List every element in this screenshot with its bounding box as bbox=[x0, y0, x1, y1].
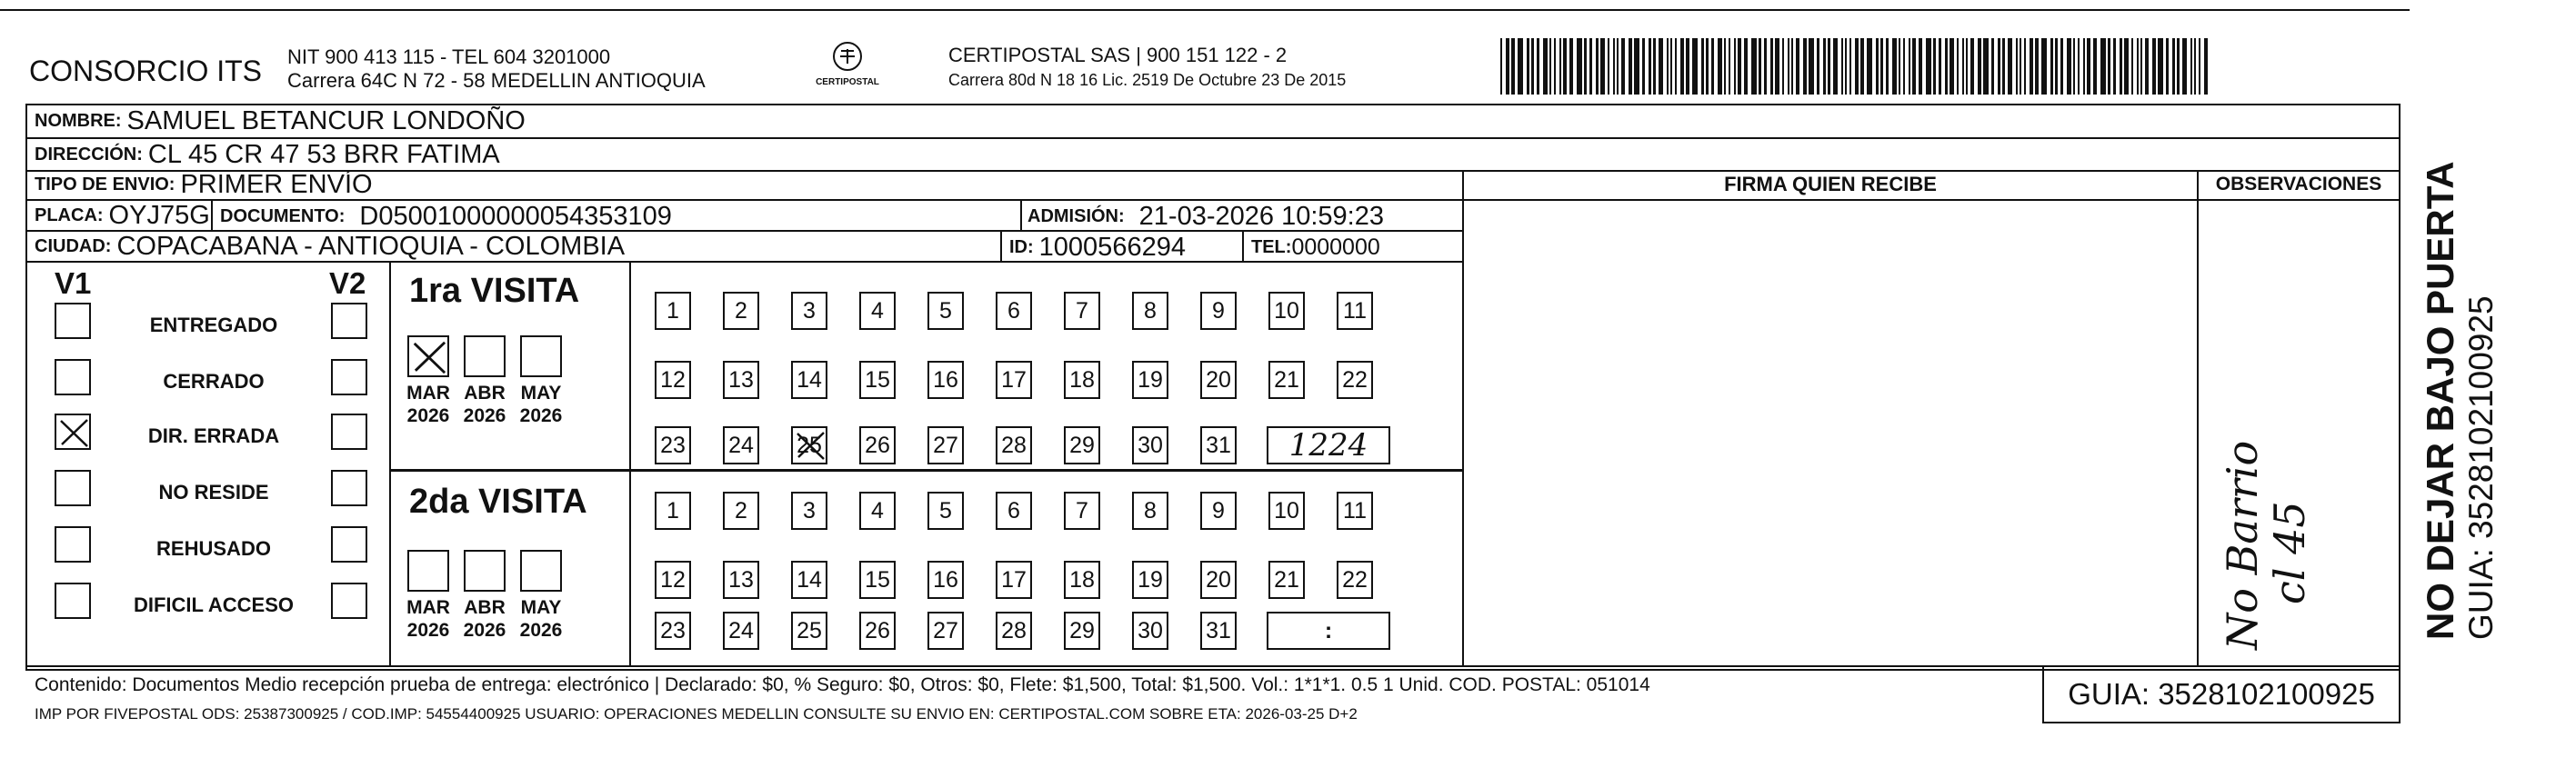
day-box[interactable]: 11 bbox=[1337, 492, 1373, 530]
day-box[interactable]: 19 bbox=[1132, 361, 1168, 399]
v2-checkbox[interactable] bbox=[331, 470, 367, 506]
admision-field bbox=[1027, 201, 1384, 232]
barcode-bar bbox=[1892, 38, 1897, 95]
side-guia: GUIA: 3528102100925 bbox=[2462, 295, 2500, 640]
barcode-bar bbox=[2172, 38, 2175, 95]
barcode-bar bbox=[2087, 38, 2090, 95]
side-no-dejar: NO DEJAR BAJO PUERTA bbox=[2419, 161, 2461, 640]
footer-guia-box bbox=[2042, 665, 2401, 723]
day-box[interactable]: 31 bbox=[1200, 426, 1237, 464]
year-label: 2026 bbox=[463, 405, 506, 426]
barcode-bar bbox=[2137, 38, 2139, 95]
barcode-bar bbox=[1724, 38, 1726, 95]
year-label: 2026 bbox=[519, 405, 563, 426]
month-label: MAR bbox=[406, 597, 450, 618]
admision-divider bbox=[1020, 201, 1022, 232]
day-box[interactable]: 6 bbox=[996, 292, 1032, 330]
day-box[interactable]: 2 bbox=[723, 492, 759, 530]
barcode-bar bbox=[1531, 38, 1534, 95]
time-box[interactable]: : bbox=[1267, 612, 1390, 650]
direccion-label: DIRECCIÓN: bbox=[35, 144, 143, 165]
day-box[interactable]: 23 bbox=[655, 426, 691, 464]
barcode-bar bbox=[2073, 38, 2075, 95]
barcode-bar bbox=[1629, 38, 1632, 95]
day-box[interactable]: 17 bbox=[996, 361, 1032, 399]
barcode-bar bbox=[1939, 38, 1941, 95]
day-box[interactable]: 30 bbox=[1132, 612, 1168, 650]
footer-line2: IMP POR FIVEPOSTAL ODS: 25387300925 / COD.IMP: 54554400925 USUARIO: OPERACIONES MEDELLIN CONSULTE SU ENVIO EN: CERTIPOSTAL.COM SOBRE ETA: 2026-03-25 D+2 bbox=[35, 705, 1358, 723]
v2-checkbox[interactable] bbox=[331, 583, 367, 619]
documento-label: DOCUMENTO: bbox=[220, 205, 346, 226]
barcode-bar bbox=[2120, 38, 2122, 95]
barcode-bar bbox=[1634, 38, 1639, 95]
barcode-bar bbox=[2166, 38, 2169, 95]
barcode-bar bbox=[1909, 38, 1910, 95]
v2-checkbox[interactable] bbox=[331, 414, 367, 450]
barcode-bar bbox=[1823, 38, 1826, 95]
ciudad-label: CIUDAD: bbox=[35, 235, 112, 256]
nombre-value: SAMUEL BETANCUR LONDOÑO bbox=[126, 106, 526, 135]
barcode-bar bbox=[2124, 38, 2129, 95]
day-box[interactable]: 6 bbox=[996, 492, 1032, 530]
day-box[interactable]: 29 bbox=[1064, 426, 1100, 464]
day-box[interactable]: 5 bbox=[927, 292, 964, 330]
observaciones-label: OBSERVACIONES bbox=[2215, 174, 2382, 194]
firma-header bbox=[1464, 170, 2197, 201]
barcode-bar bbox=[2131, 38, 2133, 95]
barcode-bar bbox=[1686, 38, 1689, 95]
day-box[interactable]: 7 bbox=[1064, 292, 1100, 330]
v1-checkbox[interactable] bbox=[55, 583, 91, 619]
barcode-bar bbox=[1957, 38, 1959, 95]
day-box[interactable]: 4 bbox=[859, 292, 896, 330]
barcode-bar bbox=[1998, 38, 2000, 95]
barcode-bar bbox=[2050, 38, 2053, 95]
day-box[interactable]: 29 bbox=[1064, 612, 1100, 650]
day-box[interactable]: 25 bbox=[791, 426, 827, 464]
day-box[interactable]: 27 bbox=[927, 612, 964, 650]
tipo-row bbox=[27, 170, 1464, 201]
barcode-bar bbox=[1809, 38, 1814, 95]
day-box[interactable]: 22 bbox=[1337, 561, 1373, 599]
month-checkbox[interactable] bbox=[520, 335, 562, 377]
barcode-bar bbox=[2024, 38, 2026, 95]
tel-value: 0000000 bbox=[1291, 234, 1380, 260]
obs-header bbox=[2199, 170, 2399, 201]
barcode-bar bbox=[2177, 38, 2180, 95]
day-box[interactable]: 9 bbox=[1200, 292, 1237, 330]
barcode-bar bbox=[2158, 38, 2163, 95]
month-label: ABR bbox=[464, 597, 506, 618]
barcode-bar bbox=[1817, 38, 1819, 95]
barcode-bar bbox=[1886, 38, 1889, 95]
status-label: NO RESIDE bbox=[158, 481, 269, 504]
certipostal-line1: CERTIPOSTAL SAS | 900 151 122 - 2 bbox=[948, 44, 1288, 66]
barcode-bar bbox=[1559, 38, 1561, 95]
month-label: MAY bbox=[520, 597, 562, 618]
barcode-bar bbox=[1912, 38, 1916, 95]
barcode-bar bbox=[1860, 38, 1864, 95]
barcode-bar bbox=[1803, 38, 1807, 95]
barcode-bar bbox=[2067, 38, 2071, 95]
firma-label: FIRMA QUIEN RECIBE bbox=[1724, 173, 1937, 195]
barcode-bar bbox=[1621, 38, 1625, 95]
barcode-bar bbox=[1706, 38, 1709, 95]
barcode-bar bbox=[1613, 38, 1615, 95]
year-label: 2026 bbox=[519, 620, 563, 641]
visit1-days bbox=[631, 263, 1464, 472]
barcode-bar bbox=[1675, 38, 1677, 95]
barcode-bar bbox=[2140, 38, 2142, 95]
barcode-bar bbox=[1845, 38, 1847, 95]
year-label: 2026 bbox=[463, 620, 506, 641]
barcode-bar bbox=[1855, 38, 1859, 95]
barcode-bar bbox=[1899, 38, 1900, 95]
month-label: ABR bbox=[464, 383, 506, 404]
barcode-bar bbox=[1518, 38, 1523, 95]
barcode-bar bbox=[1991, 38, 1994, 95]
day-box[interactable]: 12 bbox=[655, 561, 691, 599]
day-box[interactable]: 3 bbox=[791, 292, 827, 330]
admision-label: ADMISIÓN: bbox=[1027, 205, 1125, 226]
barcode-bar bbox=[1554, 38, 1556, 95]
day-box[interactable]: 5 bbox=[927, 492, 964, 530]
footer-guia: GUIA: 3528102100925 bbox=[2068, 677, 2375, 711]
barcode-bar bbox=[1649, 38, 1651, 95]
direccion-row bbox=[27, 139, 2399, 172]
day-box[interactable]: 8 bbox=[1132, 292, 1168, 330]
check-x-icon bbox=[409, 337, 451, 379]
tipo-label: TIPO DE ENVIO: bbox=[35, 174, 175, 194]
day-box[interactable]: 10 bbox=[1268, 492, 1305, 530]
day-box[interactable]: 17 bbox=[996, 561, 1032, 599]
barcode-bar bbox=[2199, 38, 2200, 95]
barcode-bar bbox=[2093, 38, 2097, 95]
day-box[interactable]: 26 bbox=[859, 426, 896, 464]
barcode bbox=[1500, 38, 2228, 95]
day-box[interactable]: 28 bbox=[996, 612, 1032, 650]
placa-divider bbox=[211, 201, 213, 232]
month-checkbox[interactable] bbox=[407, 550, 449, 592]
barcode-bar bbox=[1880, 38, 1883, 95]
day-box[interactable]: 28 bbox=[996, 426, 1032, 464]
barcode-bar bbox=[1759, 38, 1761, 95]
day-box[interactable]: 24 bbox=[723, 426, 759, 464]
day-box[interactable]: 27 bbox=[927, 426, 964, 464]
v1-checkbox[interactable] bbox=[55, 470, 91, 506]
day-box[interactable]: 23 bbox=[655, 612, 691, 650]
visit1-title: 1ra VISITA bbox=[409, 272, 580, 310]
barcode-bar bbox=[1876, 38, 1879, 95]
barcode-bar bbox=[2100, 38, 2106, 95]
company-address: Carrera 64C N 72 - 58 MEDELLIN ANTIOQUIA bbox=[287, 69, 706, 92]
day-box[interactable]: 13 bbox=[723, 361, 759, 399]
day-box[interactable]: 10 bbox=[1268, 292, 1305, 330]
day-box[interactable]: 4 bbox=[859, 492, 896, 530]
barcode-bar bbox=[1945, 38, 1948, 95]
status-label: DIFICIL ACCESO bbox=[133, 593, 294, 616]
status-label: REHUSADO bbox=[156, 537, 271, 560]
barcode-bar bbox=[1751, 38, 1757, 95]
barcode-bar bbox=[2078, 38, 2080, 95]
observaciones-handwritten bbox=[2219, 441, 2313, 650]
direccion-value: CL 45 CR 47 53 BRR FATIMA bbox=[147, 139, 500, 169]
barcode-bar bbox=[1549, 38, 1551, 95]
barcode-bar bbox=[2152, 38, 2156, 95]
day-box[interactable]: 1 bbox=[655, 292, 691, 330]
barcode-bar bbox=[2055, 38, 2058, 95]
barcode-bar bbox=[1500, 38, 1502, 95]
barcode-bar bbox=[1791, 38, 1793, 95]
day-box[interactable]: 15 bbox=[859, 361, 896, 399]
barcode-bar bbox=[1543, 38, 1548, 95]
footer-line1: Contenido: Documentos Medio recepción prueba de entrega: electrónico | Declarado: $0, % Seguro: $0, Otros: $0, Flete: $1,500, Total: $1,500. Vol.: 1*1*1. 0.5 1 Unid. COD. POSTAL: 051014 bbox=[35, 674, 1650, 695]
barcode-bar bbox=[1978, 38, 1981, 95]
status-label: ENTREGADO bbox=[149, 314, 278, 336]
barcode-bar bbox=[1950, 38, 1954, 95]
barcode-bar bbox=[2016, 38, 2018, 95]
barcode-bar bbox=[1718, 38, 1722, 95]
barcode-bar bbox=[1667, 38, 1669, 95]
barcode-bar bbox=[2145, 38, 2149, 95]
barcode-bar bbox=[2020, 38, 2021, 95]
barcode-bar bbox=[1734, 38, 1736, 95]
visit1-section bbox=[391, 263, 631, 472]
day-box[interactable]: 1 bbox=[655, 492, 691, 530]
barcode-bar bbox=[1926, 38, 1931, 95]
v2-checkbox[interactable] bbox=[331, 359, 367, 395]
tel-field bbox=[1244, 232, 1380, 263]
top-edge-line bbox=[0, 9, 2410, 11]
barcode-bar bbox=[1867, 38, 1872, 95]
day-box[interactable]: 18 bbox=[1064, 361, 1100, 399]
barcode-bar bbox=[1563, 38, 1567, 95]
v1-label: V1 bbox=[55, 266, 92, 300]
barcode-bar bbox=[2083, 38, 2085, 95]
barcode-bar bbox=[1617, 38, 1619, 95]
v2-checkbox[interactable] bbox=[331, 303, 367, 339]
placa-value: OYJ75G bbox=[108, 200, 210, 230]
day-box[interactable]: 21 bbox=[1268, 561, 1305, 599]
barcode-bar bbox=[1903, 38, 1905, 95]
status-label: DIR. ERRADA bbox=[147, 424, 280, 447]
visit2-section bbox=[391, 472, 631, 667]
id-field bbox=[1002, 232, 1186, 263]
barcode-bar bbox=[2002, 38, 2005, 95]
barcode-bar bbox=[2182, 38, 2187, 95]
company-nit: NIT 900 413 115 - TEL 604 3201000 bbox=[287, 45, 611, 68]
barcode-bar bbox=[1828, 38, 1830, 95]
day-box[interactable]: 30 bbox=[1132, 426, 1168, 464]
barcode-bar bbox=[1738, 38, 1741, 95]
barcode-bar bbox=[1983, 38, 1989, 95]
day-box[interactable]: 21 bbox=[1268, 361, 1305, 399]
barcode-bar bbox=[1796, 38, 1799, 95]
barcode-bar bbox=[1729, 38, 1730, 95]
day-box[interactable]: 8 bbox=[1132, 492, 1168, 530]
barcode-bar bbox=[2113, 38, 2116, 95]
barcode-bar bbox=[1788, 38, 1789, 95]
company-name: CONSORCIO ITS bbox=[29, 55, 263, 87]
certipostal-logo bbox=[811, 40, 884, 88]
barcode-bar bbox=[1680, 38, 1684, 95]
id-value: 1000566294 bbox=[1038, 232, 1186, 262]
barcode-bar bbox=[1537, 38, 1539, 95]
barcode-bar bbox=[1506, 38, 1509, 95]
barcode-bar bbox=[1569, 38, 1573, 95]
nombre-row bbox=[27, 105, 2399, 139]
barcode-bar bbox=[1711, 38, 1714, 95]
day-box[interactable]: 16 bbox=[927, 361, 964, 399]
barcode-bar bbox=[2008, 38, 2012, 95]
certipostal-line2: Carrera 80d N 18 16 Lic. 2519 De Octubre 23 De 2015 bbox=[948, 71, 1347, 89]
barcode-bar bbox=[2030, 38, 2033, 95]
barcode-bar bbox=[1966, 38, 1968, 95]
logo-text: CERTIPOSTAL bbox=[816, 77, 879, 87]
barcode-bar bbox=[1919, 38, 1922, 95]
barcode-bar bbox=[1511, 38, 1515, 95]
barcode-bar bbox=[1701, 38, 1704, 95]
barcode-bar bbox=[2041, 38, 2047, 95]
barcode-bar bbox=[1527, 38, 1529, 95]
barcode-bar bbox=[2204, 38, 2208, 95]
day-box[interactable]: 14 bbox=[791, 561, 827, 599]
tel-label: TEL: bbox=[1251, 236, 1292, 257]
barcode-bar bbox=[1589, 38, 1592, 95]
month-label: MAR bbox=[406, 383, 450, 404]
v1-checkbox[interactable] bbox=[55, 359, 91, 395]
id-label: ID: bbox=[1009, 236, 1034, 257]
v2-checkbox[interactable] bbox=[331, 526, 367, 563]
barcode-bar bbox=[2108, 38, 2110, 95]
admision-value: 21-03-2026 10:59:23 bbox=[1138, 201, 1384, 231]
barcode-bar bbox=[1659, 38, 1663, 95]
placa-label: PLACA: bbox=[35, 204, 104, 225]
day-box[interactable]: 18 bbox=[1064, 561, 1100, 599]
barcode-bar bbox=[1849, 38, 1851, 95]
day-box[interactable]: 12 bbox=[655, 361, 691, 399]
day-box[interactable]: 16 bbox=[927, 561, 964, 599]
month-checkbox[interactable] bbox=[407, 335, 449, 377]
status-section bbox=[27, 263, 391, 667]
day-box[interactable]: 15 bbox=[859, 561, 896, 599]
side-warning bbox=[2419, 161, 2501, 640]
barcode-bar bbox=[1608, 38, 1609, 95]
day-box[interactable]: 19 bbox=[1132, 561, 1168, 599]
barcode-bar bbox=[1744, 38, 1748, 95]
barcode-bar bbox=[1584, 38, 1587, 95]
day-box[interactable]: 13 bbox=[723, 561, 759, 599]
barcode-bar bbox=[1577, 38, 1582, 95]
day-box[interactable]: 7 bbox=[1064, 492, 1100, 530]
day-box[interactable]: 14 bbox=[791, 361, 827, 399]
barcode-bar bbox=[2190, 38, 2192, 95]
barcode-bar bbox=[1670, 38, 1672, 95]
barcode-bar bbox=[2060, 38, 2063, 95]
barcode-bar bbox=[1962, 38, 1964, 95]
documento-value: D05001000000054353109 bbox=[359, 201, 672, 231]
visit2-title: 2da VISITA bbox=[409, 483, 587, 521]
v2-label: V2 bbox=[329, 266, 366, 300]
obs-handwritten-line2: cl 45 bbox=[2265, 501, 2314, 604]
check-x-icon bbox=[793, 428, 829, 464]
barcode-bar bbox=[1782, 38, 1784, 95]
day-box[interactable]: 9 bbox=[1200, 492, 1237, 530]
barcode-bar bbox=[1596, 38, 1599, 95]
day-box[interactable]: 2 bbox=[723, 292, 759, 330]
barcode-bar bbox=[1841, 38, 1843, 95]
day-box[interactable]: 22 bbox=[1337, 361, 1373, 399]
day-box[interactable]: 20 bbox=[1200, 361, 1237, 399]
v1-checkbox[interactable] bbox=[55, 526, 91, 563]
month-checkbox[interactable] bbox=[464, 335, 506, 377]
day-box[interactable]: 11 bbox=[1337, 292, 1373, 330]
barcode-bar bbox=[1970, 38, 1974, 95]
barcode-bar bbox=[1770, 38, 1773, 95]
day-box[interactable]: 31 bbox=[1200, 612, 1237, 650]
documento-field bbox=[218, 201, 672, 232]
status-label: CERRADO bbox=[163, 370, 265, 393]
barcode-bar bbox=[2194, 38, 2196, 95]
month-label: MAY bbox=[520, 383, 562, 404]
barcode-bar bbox=[1775, 38, 1779, 95]
v1-checkbox[interactable] bbox=[55, 303, 91, 339]
obs-column-border bbox=[2197, 170, 2199, 667]
day-box[interactable]: 24 bbox=[723, 612, 759, 650]
v1-checkbox[interactable] bbox=[55, 414, 91, 450]
month-checkbox[interactable] bbox=[464, 550, 506, 592]
tipo-value: PRIMER ENVÍO bbox=[180, 169, 373, 199]
barcode-bar bbox=[1833, 38, 1838, 95]
barcode-bar bbox=[1692, 38, 1698, 95]
year-label: 2026 bbox=[406, 405, 450, 426]
barcode-bar bbox=[1933, 38, 1936, 95]
check-x-icon bbox=[56, 415, 93, 452]
time-box[interactable]: 1224 bbox=[1267, 426, 1390, 464]
year-label: 2026 bbox=[406, 620, 450, 641]
obs-handwritten-line1: No Barrio bbox=[2218, 440, 2267, 650]
day-box[interactable]: 25 bbox=[791, 612, 827, 650]
ciudad-value: COPACABANA - ANTIOQUIA - COLOMBIA bbox=[116, 231, 626, 261]
month-checkbox[interactable] bbox=[520, 550, 562, 592]
barcode-bar bbox=[2035, 38, 2039, 95]
visit2-days bbox=[631, 472, 1464, 667]
day-box[interactable]: 20 bbox=[1200, 561, 1237, 599]
day-box[interactable]: 3 bbox=[791, 492, 827, 530]
certipostal-logo-icon bbox=[831, 40, 864, 73]
barcode-bar bbox=[1653, 38, 1656, 95]
barcode-bar bbox=[1600, 38, 1605, 95]
nombre-label: NOMBRE: bbox=[35, 111, 122, 131]
barcode-bar bbox=[1642, 38, 1645, 95]
day-box[interactable]: 26 bbox=[859, 612, 896, 650]
barcode-bar bbox=[1764, 38, 1767, 95]
